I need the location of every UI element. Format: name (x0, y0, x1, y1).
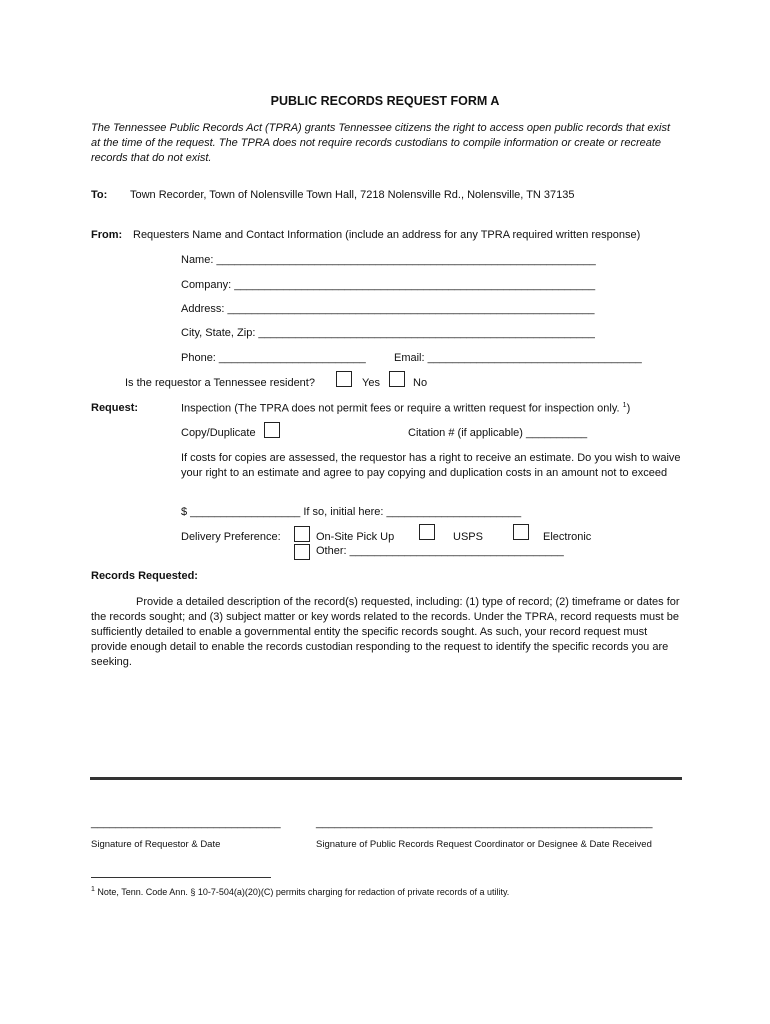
resident-yes-label: Yes (362, 377, 380, 389)
onsite-label: On-Site Pick Up (316, 531, 395, 543)
resident-no-checkbox[interactable] (389, 371, 405, 387)
to-label: To: (91, 189, 108, 201)
footnote-mark: 1 (91, 886, 95, 893)
amount-initial-field[interactable]: $ __________________ If so, initial here: ______________________ (181, 506, 522, 518)
usps-label: USPS (453, 531, 483, 543)
resident-no-label: No (413, 377, 428, 389)
address-field[interactable]: Address: ____________________________________________________________ (181, 303, 595, 315)
inspection-text: Inspection (The TPRA does not permit fees or require a written request for inspection only. $^1$) (181, 402, 631, 415)
name-field[interactable]: Name: ______________________________________________________________ (181, 254, 596, 266)
resident-yes-checkbox[interactable] (336, 371, 352, 387)
usps-checkbox[interactable] (419, 524, 435, 540)
onsite-checkbox[interactable] (294, 526, 310, 542)
copy-checkbox[interactable] (264, 422, 280, 438)
other-field[interactable]: Other: ___________________________________ (316, 545, 564, 557)
estimate-paragraph: If costs for copies are assessed, the requestor has a right to receive an estimate. Do you wish to waive your right to an estimate and agree to pay copying and duplication costs in an amount not to exceed (181, 452, 681, 479)
requestor-signature-line[interactable]: _______________________________ (91, 817, 281, 829)
electronic-checkbox[interactable] (513, 524, 529, 540)
divider-line (90, 777, 682, 780)
delivery-label: Delivery Preference: (181, 531, 281, 543)
phone-field[interactable]: Phone: ________________________ (181, 352, 366, 364)
footnote-separator (91, 877, 271, 878)
footnote: $^1$ Note, Tenn. Code Ann. § 10-7-504(a)(20)(C) permits charging for redaction of private records of a utility. (91, 886, 510, 897)
requestor-signature-label: Signature of Requestor & Date (91, 839, 221, 850)
company-field[interactable]: Company: ___________________________________________________________ (181, 279, 596, 291)
to-value: Town Recorder, Town of Nolensville Town Hall, 7218 Nolensville Rd., Nolensville, TN 37135 (130, 189, 575, 201)
citation-field[interactable]: Citation # (if applicable) __________ (408, 427, 588, 439)
resident-question: Is the requestor a Tennessee resident? (125, 377, 315, 389)
email-field[interactable]: Email: ___________________________________ (394, 352, 642, 364)
coordinator-signature-line[interactable]: _______________________________________________________ (316, 817, 653, 829)
from-label: From: (91, 229, 123, 241)
other-checkbox[interactable] (294, 544, 310, 560)
records-label: Records Requested: (91, 570, 198, 582)
copy-label: Copy/Duplicate (181, 427, 256, 439)
records-description: Provide a detailed description of the record(s) requested, including: (1) type of record; (2) timeframe or dates for the records sought; and (3) subject matter or key words related to the records. Under the TPRA, record requests must be sufficiently detailed to enable a governmental entity the specific records sought. As such, your record request must provide enough detail to enable the records custodian responding to the request to identify the specific records you are seeking. (91, 596, 680, 668)
city-state-zip-field[interactable]: City, State, Zip: _______________________________________________________ (181, 327, 595, 339)
request-label: Request: (91, 402, 139, 414)
intro-paragraph: The Tennessee Public Records Act (TPRA) grants Tennessee citizens the right to access open public records that exist at the time of the request. The TPRA does not require records custodians to compile information or create or recreate records that do not exist. (91, 122, 671, 164)
from-value: Requesters Name and Contact Information (include an address for any TPRA required written response) (133, 229, 641, 241)
form-title: PUBLIC RECORDS REQUEST FORM A (270, 94, 500, 108)
coordinator-signature-label: Signature of Public Records Request Coordinator or Designee & Date Received (316, 839, 652, 850)
electronic-label: Electronic (543, 531, 592, 543)
footnote-ref: 1 (622, 402, 627, 409)
